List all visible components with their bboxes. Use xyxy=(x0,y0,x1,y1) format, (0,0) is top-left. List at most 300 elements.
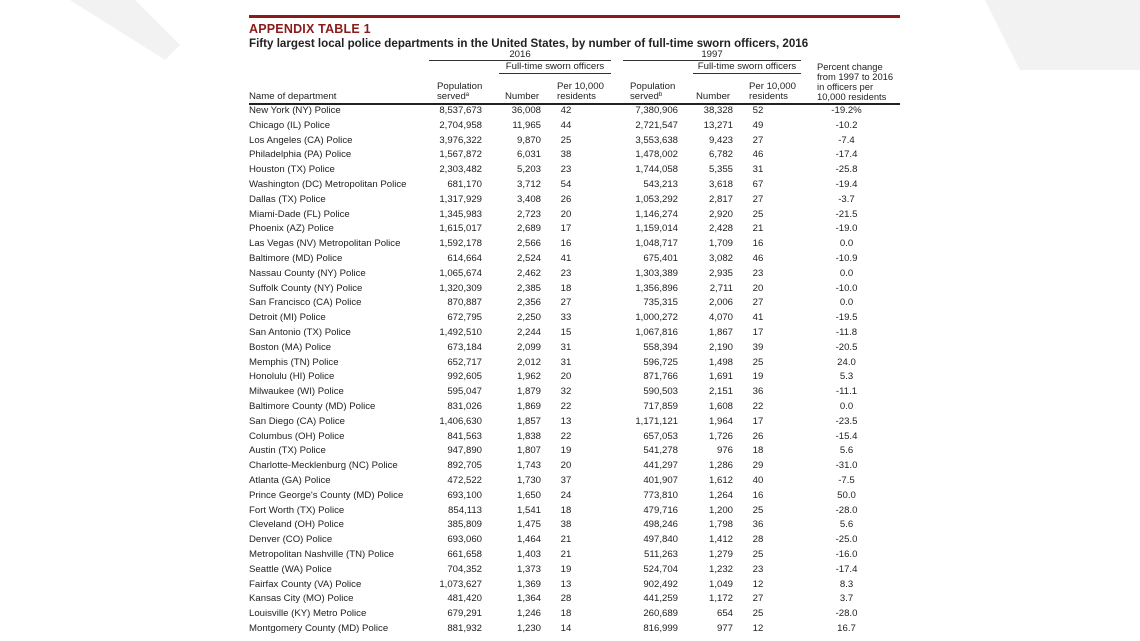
department-name-cell: San Francisco (CA) Police xyxy=(249,297,362,309)
population-2016-cell: 481,420 xyxy=(447,593,482,605)
department-name-cell: Detroit (MI) Police xyxy=(249,312,326,324)
table-row xyxy=(249,563,900,578)
per10k-2016-cell: 23 xyxy=(560,267,572,279)
pct-line4: 10,000 residents xyxy=(817,91,887,102)
officers-2016-cell: 1,962 xyxy=(516,371,541,383)
table-header xyxy=(249,50,900,104)
officers-1997-cell: 1,612 xyxy=(708,474,733,486)
officers-1997-cell: 2,935 xyxy=(708,267,733,279)
department-name-cell: Seattle (WA) Police xyxy=(249,563,332,575)
department-name-cell: Miami-Dade (FL) Police xyxy=(249,208,350,220)
population-2016-cell: 1,320,309 xyxy=(439,282,482,294)
population-1997-cell: 1,171,121 xyxy=(635,415,678,427)
table-row xyxy=(249,370,900,385)
population-2016-cell: 595,047 xyxy=(447,386,482,398)
department-name-cell: Prince George's County (MD) Police xyxy=(249,489,404,501)
pct-line1: Percent change xyxy=(817,61,883,72)
population-1997-cell: 3,553,638 xyxy=(635,134,678,146)
percent-change-cell: 5.6 xyxy=(839,445,854,457)
table-row xyxy=(249,430,900,445)
officers-1997-cell: 2,817 xyxy=(708,193,733,205)
officers-2016-cell: 1,857 xyxy=(516,415,541,427)
pop-2016-served: served xyxy=(437,91,466,102)
officers-1997-cell: 976 xyxy=(716,445,733,457)
department-name-cell: Montgomery County (MD) Police xyxy=(249,622,389,634)
year-1997-label: 1997 xyxy=(701,49,723,60)
percent-change-cell: -17.4 xyxy=(835,563,858,575)
per10k-1997-cell: 25 xyxy=(752,208,764,220)
department-name-cell: Charlotte-Mecklenburg (NC) Police xyxy=(249,460,398,472)
officers-1997-cell: 1,498 xyxy=(708,356,733,368)
percent-change-cell: -19.0 xyxy=(835,223,858,235)
officers-2016-cell: 5,203 xyxy=(516,164,541,176)
population-1997-cell: 2,721,547 xyxy=(635,119,678,131)
table-row xyxy=(249,489,900,504)
officers-1997-cell: 2,006 xyxy=(708,297,733,309)
per10k-2016-cell: 13 xyxy=(560,415,572,427)
population-1997-cell: 717,859 xyxy=(643,400,678,412)
percent-change-cell: -7.5 xyxy=(838,474,855,486)
population-2016-cell: 2,303,482 xyxy=(439,164,482,176)
population-1997-cell: 1,744,058 xyxy=(635,164,678,176)
percent-change-cell: -19.5 xyxy=(835,312,858,324)
officers-1997-cell: 38,328 xyxy=(703,105,733,116)
table-row xyxy=(249,385,900,400)
per10k-1997-cell: 26 xyxy=(752,430,764,442)
population-2016-cell: 831,026 xyxy=(447,400,482,412)
department-name-cell: Baltimore County (MD) Police xyxy=(249,400,376,412)
table-row xyxy=(249,578,900,593)
percent-change-cell: 0.0 xyxy=(839,297,854,309)
officers-1997-cell: 6,782 xyxy=(708,149,733,161)
per10k-2016-cell: 18 xyxy=(560,608,572,620)
officers-2016-cell: 1,403 xyxy=(516,548,541,560)
population-2016-cell: 652,717 xyxy=(447,356,482,368)
per10k-1997-cell: 12 xyxy=(752,622,764,634)
pop-1997-line2 xyxy=(630,92,680,102)
percent-change-cell: -25.8 xyxy=(835,164,858,176)
table-row xyxy=(249,341,900,356)
officers-1997-cell: 1,172 xyxy=(708,593,733,605)
percent-change-cell: -7.4 xyxy=(838,134,855,146)
population-2016-cell: 1,317,929 xyxy=(439,193,482,205)
per10k-2016-cell: 33 xyxy=(560,312,572,324)
percent-change-cell: -3.7 xyxy=(838,193,855,205)
col-header-pop-1997 xyxy=(630,82,680,102)
population-2016-cell: 614,664 xyxy=(447,252,482,264)
per10k-1997-cell: 36 xyxy=(752,386,764,398)
per10k-1997-cell: 27 xyxy=(752,297,764,309)
percent-change-cell: -20.5 xyxy=(835,341,858,353)
officers-1997-cell: 1,279 xyxy=(708,548,733,560)
population-2016-cell: 472,522 xyxy=(447,474,482,486)
pct-line2: from 1997 to 2016 xyxy=(817,71,894,82)
per10k-1997-cell: 46 xyxy=(752,149,764,161)
officers-1997-cell: 1,798 xyxy=(708,519,733,531)
department-name-cell: San Diego (CA) Police xyxy=(249,415,345,427)
officers-2016-cell: 2,012 xyxy=(516,356,541,368)
population-2016-cell: 8,537,673 xyxy=(439,105,482,116)
per10k-2016-cell: 19 xyxy=(560,563,572,575)
officers-1997-cell: 2,428 xyxy=(708,223,733,235)
officers-2016-cell: 1,373 xyxy=(516,563,541,575)
percent-change-cell: -28.0 xyxy=(835,504,858,516)
percent-change-cell: 5.6 xyxy=(839,519,854,531)
col-header-per-1997 xyxy=(749,82,796,102)
officers-2016-cell: 1,475 xyxy=(516,519,541,531)
department-name-cell: Honolulu (HI) Police xyxy=(249,371,335,383)
table-row xyxy=(249,356,900,371)
sworn-1997-rule xyxy=(693,73,801,74)
per10k-2016-cell: 18 xyxy=(560,282,572,294)
percent-change-cell: -10.0 xyxy=(835,282,858,294)
per10k-1997-cell: 28 xyxy=(752,534,764,546)
officers-2016-cell: 2,566 xyxy=(516,238,541,250)
population-2016-cell: 2,704,958 xyxy=(439,119,482,131)
officers-1997-cell: 1,264 xyxy=(708,489,733,501)
department-name-cell: Boston (MA) Police xyxy=(249,341,332,353)
officers-1997-cell: 654 xyxy=(716,608,733,620)
percent-change-cell: -16.0 xyxy=(835,548,858,560)
officers-2016-cell: 6,031 xyxy=(516,149,541,161)
officers-2016-cell: 1,246 xyxy=(516,608,541,620)
per10k-1997-cell: 22 xyxy=(752,400,764,412)
population-1997-cell: 902,492 xyxy=(643,578,678,590)
per-1997-line1: Per 10,000 xyxy=(749,81,796,92)
per10k-1997-cell: 27 xyxy=(752,134,764,146)
per10k-2016-cell: 15 xyxy=(560,326,572,338)
per10k-1997-cell: 36 xyxy=(752,519,764,531)
per10k-2016-cell: 20 xyxy=(560,460,572,472)
officers-2016-cell: 3,712 xyxy=(516,178,541,190)
percent-change-cell: -21.5 xyxy=(835,208,858,220)
population-2016-cell: 1,065,674 xyxy=(439,267,482,279)
department-name-cell: Dallas (TX) Police xyxy=(249,193,326,205)
department-name-cell: Chicago (IL) Police xyxy=(249,119,331,131)
table-row xyxy=(249,104,900,119)
population-1997-cell: 441,259 xyxy=(643,593,678,605)
population-2016-cell: 693,100 xyxy=(447,489,482,501)
per10k-2016-cell: 20 xyxy=(560,371,572,383)
per10k-2016-cell: 26 xyxy=(560,193,572,205)
officers-1997-cell: 2,920 xyxy=(708,208,733,220)
table-row xyxy=(249,548,900,563)
percent-change-cell: 0.0 xyxy=(839,267,854,279)
table-row xyxy=(249,267,900,282)
population-2016-cell: 1,406,630 xyxy=(439,415,482,427)
officers-2016-cell: 1,838 xyxy=(516,430,541,442)
department-name-cell: Metropolitan Nashville (TN) Police xyxy=(249,548,395,560)
per10k-1997-cell: 41 xyxy=(752,312,764,324)
officers-1997-cell: 1,286 xyxy=(708,460,733,472)
per10k-2016-cell: 42 xyxy=(560,105,572,116)
per10k-1997-cell: 17 xyxy=(752,326,764,338)
percent-change-cell: -25.0 xyxy=(835,534,858,546)
officers-2016-cell: 2,250 xyxy=(516,312,541,324)
officers-2016-cell: 2,244 xyxy=(516,326,541,338)
per10k-1997-cell: 49 xyxy=(752,119,764,131)
percent-change-cell: 0.0 xyxy=(839,238,854,250)
per10k-2016-cell: 32 xyxy=(560,386,572,398)
table-row xyxy=(249,163,900,178)
population-1997-cell: 1,478,002 xyxy=(635,149,678,161)
officers-1997-cell: 3,618 xyxy=(708,178,733,190)
population-2016-cell: 881,932 xyxy=(447,622,482,634)
table-row xyxy=(249,622,900,637)
officers-1997-cell: 5,355 xyxy=(708,164,733,176)
table-row xyxy=(249,282,900,297)
table-row xyxy=(249,208,900,223)
per10k-2016-cell: 44 xyxy=(560,119,572,131)
department-name-cell: Nassau County (NY) Police xyxy=(249,267,366,279)
table-row xyxy=(249,607,900,622)
population-2016-cell: 1,492,510 xyxy=(439,326,482,338)
sworn-2016-rule xyxy=(499,73,611,74)
department-name-cell: Philadelphia (PA) Police xyxy=(249,149,352,161)
population-1997-cell: 511,263 xyxy=(644,548,678,560)
percent-change-cell: 0.0 xyxy=(839,400,854,412)
population-1997-cell: 1,053,292 xyxy=(635,193,678,205)
per10k-1997-cell: 25 xyxy=(752,504,764,516)
population-1997-cell: 1,159,014 xyxy=(635,223,678,235)
population-1997-cell: 596,725 xyxy=(643,356,678,368)
officers-1997-cell: 4,070 xyxy=(708,312,733,324)
officers-2016-cell: 2,524 xyxy=(516,252,541,264)
officers-2016-cell: 1,541 xyxy=(516,504,541,516)
per10k-2016-cell: 23 xyxy=(560,164,572,176)
per10k-1997-cell: 40 xyxy=(752,474,764,486)
population-1997-cell: 401,907 xyxy=(643,474,678,486)
percent-change-cell: -23.5 xyxy=(835,415,858,427)
per10k-2016-cell: 14 xyxy=(560,622,572,634)
department-name-cell: Baltimore (MD) Police xyxy=(249,252,343,264)
department-name-cell: Atlanta (GA) Police xyxy=(249,474,331,486)
population-2016-cell: 679,291 xyxy=(447,608,482,620)
per10k-1997-cell: 25 xyxy=(752,548,764,560)
departments-table-body xyxy=(249,104,900,637)
officers-1997-cell: 1,867 xyxy=(708,326,733,338)
per10k-1997-cell: 23 xyxy=(752,563,764,575)
department-name-cell: San Antonio (TX) Police xyxy=(249,326,351,338)
per10k-1997-cell: 29 xyxy=(752,460,764,472)
table-row xyxy=(249,296,900,311)
col-header-num-1997: Number xyxy=(696,91,731,102)
officers-1997-cell: 1,608 xyxy=(708,400,733,412)
population-1997-cell: 497,840 xyxy=(643,534,678,546)
population-1997-cell: 524,704 xyxy=(643,563,678,575)
department-name-cell: Memphis (TN) Police xyxy=(249,356,339,368)
per10k-1997-cell: 52 xyxy=(752,105,764,116)
per10k-2016-cell: 31 xyxy=(560,356,572,368)
officers-2016-cell: 2,099 xyxy=(516,341,541,353)
population-1997-cell: 498,246 xyxy=(643,519,678,531)
table-row xyxy=(249,193,900,208)
table-row xyxy=(249,326,900,341)
per10k-2016-cell: 21 xyxy=(560,534,572,546)
per10k-2016-cell: 19 xyxy=(560,445,572,457)
per10k-2016-cell: 37 xyxy=(560,474,572,486)
officers-2016-cell: 1,230 xyxy=(516,622,541,634)
per10k-2016-cell: 25 xyxy=(560,134,572,146)
pop-1997-served: served xyxy=(630,91,659,102)
department-name-cell: Kansas City (MO) Police xyxy=(249,593,354,605)
percent-change-cell: -11.1 xyxy=(835,386,858,398)
percent-change-cell: -11.8 xyxy=(835,326,858,338)
officers-1997-cell: 1,049 xyxy=(708,578,733,590)
per10k-2016-cell: 28 xyxy=(560,593,572,605)
year-2016-label: 2016 xyxy=(509,49,531,60)
pop-2016-line1: Population xyxy=(437,81,483,92)
col-header-pop-2016 xyxy=(437,82,487,102)
population-2016-cell: 870,887 xyxy=(447,297,482,309)
per10k-1997-cell: 23 xyxy=(752,267,764,279)
per10k-2016-cell: 31 xyxy=(560,341,572,353)
officers-2016-cell: 1,807 xyxy=(516,445,541,457)
percent-change-cell: 16.7 xyxy=(837,622,856,634)
department-name-cell: Washington (DC) Metropolitan Police xyxy=(249,178,407,190)
footnote-b: b xyxy=(658,92,663,98)
per10k-2016-cell: 27 xyxy=(560,297,572,309)
officers-2016-cell: 2,462 xyxy=(516,267,541,279)
population-1997-cell: 260,689 xyxy=(643,608,678,620)
officers-2016-cell: 2,385 xyxy=(516,282,541,294)
per10k-1997-cell: 21 xyxy=(752,223,764,235)
officers-2016-cell: 3,408 xyxy=(516,193,541,205)
officers-1997-cell: 1,232 xyxy=(708,563,733,575)
per10k-1997-cell: 27 xyxy=(752,193,764,205)
table-row xyxy=(249,474,900,489)
officers-2016-cell: 1,369 xyxy=(516,578,541,590)
department-name-cell: Suffolk County (NY) Police xyxy=(249,282,363,294)
sworn-2016-label: Full-time sworn officers xyxy=(505,61,605,72)
department-name-cell: Austin (TX) Police xyxy=(249,445,326,457)
per10k-1997-cell: 16 xyxy=(752,489,764,501)
appendix-title: APPENDIX TABLE 1 xyxy=(249,22,371,36)
table-row xyxy=(249,592,900,607)
population-2016-cell: 672,795 xyxy=(447,312,482,324)
per10k-2016-cell: 38 xyxy=(560,149,572,161)
table-row xyxy=(249,252,900,267)
officers-2016-cell: 1,743 xyxy=(516,460,541,472)
population-1997-cell: 773,810 xyxy=(643,489,678,501)
population-1997-cell: 558,394 xyxy=(643,341,678,353)
pop-2016-line2 xyxy=(437,92,487,102)
col-header-num-2016: Number xyxy=(505,91,540,102)
per10k-2016-cell: 17 xyxy=(560,223,572,235)
percent-change-cell: 3.7 xyxy=(839,593,854,605)
officers-1997-cell: 2,190 xyxy=(708,341,733,353)
per10k-1997-cell: 18 xyxy=(752,445,764,457)
col-header-pct-change xyxy=(817,62,901,102)
appendix-table-document xyxy=(249,15,900,637)
table-row xyxy=(249,119,900,134)
table-row xyxy=(249,148,900,163)
population-1997-cell: 1,048,717 xyxy=(635,238,678,250)
per10k-1997-cell: 31 xyxy=(752,164,764,176)
population-2016-cell: 992,605 xyxy=(447,371,482,383)
header-bottom-rule xyxy=(249,103,900,105)
officers-2016-cell: 2,689 xyxy=(516,223,541,235)
officers-1997-cell: 9,423 xyxy=(708,134,733,146)
officers-2016-cell: 1,464 xyxy=(516,534,541,546)
officers-1997-cell: 1,964 xyxy=(708,415,733,427)
department-name-cell: Houston (TX) Police xyxy=(249,164,335,176)
per10k-2016-cell: 13 xyxy=(560,578,572,590)
col-header-per-2016 xyxy=(557,82,604,102)
population-1997-cell: 1,146,274 xyxy=(635,208,678,220)
population-1997-cell: 735,315 xyxy=(643,297,678,309)
officers-1997-cell: 1,200 xyxy=(708,504,733,516)
population-2016-cell: 681,170 xyxy=(447,178,482,190)
table-row xyxy=(249,504,900,519)
department-name-cell: Fort Worth (TX) Police xyxy=(249,504,345,516)
per10k-2016-cell: 22 xyxy=(560,400,572,412)
population-1997-cell: 1,356,896 xyxy=(635,282,678,294)
officers-2016-cell: 2,723 xyxy=(516,208,541,220)
population-2016-cell: 892,705 xyxy=(447,460,482,472)
officers-2016-cell: 1,364 xyxy=(516,593,541,605)
percent-change-cell: -19.2% xyxy=(831,105,862,116)
pct-line3: in officers per xyxy=(817,81,874,92)
population-2016-cell: 693,060 xyxy=(447,534,482,546)
department-name-cell: Fairfax County (VA) Police xyxy=(249,578,362,590)
officers-2016-cell: 9,870 xyxy=(516,134,541,146)
per10k-2016-cell: 41 xyxy=(560,252,572,264)
officers-2016-cell: 1,869 xyxy=(516,400,541,412)
population-2016-cell: 661,658 xyxy=(447,548,482,560)
percent-change-cell: -10.9 xyxy=(835,252,858,264)
department-name-cell: Milwaukee (WI) Police xyxy=(249,386,344,398)
population-2016-cell: 385,809 xyxy=(447,519,482,531)
officers-1997-cell: 977 xyxy=(716,622,733,634)
population-2016-cell: 1,615,017 xyxy=(439,223,482,235)
footnote-a: a xyxy=(465,92,470,98)
officers-1997-cell: 2,711 xyxy=(709,282,733,294)
per10k-1997-cell: 39 xyxy=(752,341,764,353)
per10k-2016-cell: 18 xyxy=(560,504,572,516)
officers-1997-cell: 1,726 xyxy=(708,430,733,442)
percent-change-cell: -28.0 xyxy=(835,608,858,620)
per10k-1997-cell: 25 xyxy=(752,356,764,368)
officers-2016-cell: 2,356 xyxy=(516,297,541,309)
population-2016-cell: 704,352 xyxy=(447,563,482,575)
population-1997-cell: 1,000,272 xyxy=(635,312,678,324)
population-1997-cell: 657,053 xyxy=(643,430,678,442)
table-row xyxy=(249,222,900,237)
population-1997-cell: 541,278 xyxy=(643,445,678,457)
population-2016-cell: 1,073,627 xyxy=(439,578,482,590)
population-2016-cell: 1,592,178 xyxy=(439,238,482,250)
per10k-2016-cell: 20 xyxy=(560,208,572,220)
per10k-1997-cell: 25 xyxy=(752,608,764,620)
per10k-2016-cell: 21 xyxy=(560,548,572,560)
percent-change-cell: -15.4 xyxy=(835,430,858,442)
officers-1997-cell: 1,412 xyxy=(708,534,733,546)
per10k-2016-cell: 22 xyxy=(560,430,572,442)
percent-change-cell: 5.3 xyxy=(839,371,854,383)
department-name-cell: New York (NY) Police xyxy=(249,105,341,116)
population-1997-cell: 1,067,816 xyxy=(635,326,678,338)
per10k-2016-cell: 38 xyxy=(560,519,572,531)
percent-change-cell: -31.0 xyxy=(835,460,858,472)
per10k-2016-cell: 54 xyxy=(560,178,572,190)
officers-2016-cell: 11,965 xyxy=(512,119,541,131)
department-name-cell: Los Angeles (CA) Police xyxy=(249,134,353,146)
per-1997-line2: residents xyxy=(749,91,788,102)
officers-1997-cell: 1,691 xyxy=(708,371,733,383)
population-2016-cell: 1,567,872 xyxy=(439,149,482,161)
population-1997-cell: 675,401 xyxy=(643,252,678,264)
